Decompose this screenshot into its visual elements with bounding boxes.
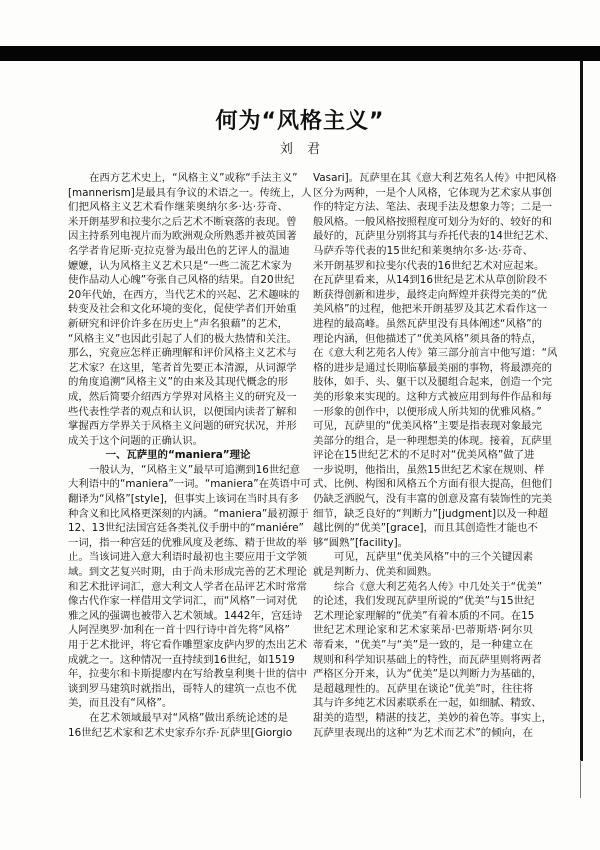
text-line: 嬷嬷，认为风格主义艺术只是“一些二流艺术家为 <box>68 259 292 272</box>
text-line: 翻译为“风格”[style]，但事实上该词在当时具有多 <box>68 493 299 506</box>
text-line: 20年代始，在西方，当代艺术的兴起、艺术趣味的 <box>68 288 300 301</box>
text-line: [mannerism]是最具有争议的术语之一。传统上，人 <box>68 186 312 199</box>
text-line: 就是判断力、优美和圆熟。 <box>313 566 438 579</box>
text-line: 那么，究竟应怎样正确理解和评价风格主义艺术与 <box>68 347 297 360</box>
text-line: 米开朗基罗和拉斐尔代表的16世纪艺术对应起来。 <box>313 259 545 272</box>
text-line: 成就之一。这种情况一直持续到16世纪，如1519 <box>68 653 295 666</box>
text-line: 在《意大利艺苑名人传》第三部分前言中他写道：“风 <box>313 347 558 360</box>
text-line: 一形象的创作中，以便形成人所共知的优雅风格。” <box>313 405 542 418</box>
text-line: 美，而且没有“风格”。 <box>68 697 173 710</box>
text-line: Vasari]。瓦萨里在其《意大利艺苑名人传》中把风格 <box>313 172 557 184</box>
left-text-column <box>68 171 312 740</box>
text-line: 因主持系列电视片而为欧洲观众所熟悉并被英国著 <box>68 230 297 243</box>
text-line: 12、13世纪法国宫廷各类礼仪手册中的“maniére” <box>68 522 304 535</box>
text-line: “风格主义”也因此引起了人们的极大热情和关注。 <box>68 332 297 345</box>
article-title: 何为“风格主义” <box>215 109 385 134</box>
text-line: 进程的最高峰。虽然瓦萨里没有具体阐述“风格”的 <box>313 317 542 330</box>
text-line: 们把风格主义艺术看作继莱奥纳尔多·达·芬奇、 <box>68 201 288 214</box>
text-line: 作的特定方法、笔法、表现手法及想象力等；二是一 <box>313 201 552 214</box>
article-author: 刘 君 <box>279 142 321 157</box>
text-line: 美部分的组合，是一种理想美的体现。接着，瓦萨里 <box>313 434 552 447</box>
text-line: 在艺术领域最早对“风格”做出系统论述的是 <box>89 711 288 724</box>
text-line: 细节，缺乏良好的“判断力”[judgment]以及一种超 <box>313 507 548 520</box>
text-line: 使作品动人心魄”夸张自己风格的结果。自20世纪 <box>68 274 295 287</box>
text-line: 最好的，瓦萨里分别将其与乔托代表的14世纪艺术、 <box>313 230 555 243</box>
text-line: 用于艺术批评，将它看作雕塑家皮萨内罗的杰出艺术 <box>68 639 307 651</box>
text-line: 美风格”的过程，他把米开朗基罗及其艺术看作这一 <box>313 303 547 316</box>
text-line: 名学者肯尼斯·克拉克誉为最出色的艺评人的温迪 <box>68 244 290 257</box>
text-line: 是超越理性的。瓦萨里在谈论“优美”时，往往将 <box>313 682 533 695</box>
text-line: 够“圆熟”[facility]。 <box>313 536 409 549</box>
text-line: 在西方艺术史上，“风格主义”或称“手法主义” <box>89 172 298 184</box>
text-line: 世纪艺术理论家和艺术家莱昂·巴蒂斯塔·阿尔贝 <box>313 624 533 637</box>
text-line: 其与许多纯艺术因素联系在一起，如细腻、精致、 <box>313 697 542 710</box>
text-line: 美的形象来实现的。这种方式被应用到每件作品和每 <box>313 390 552 403</box>
text-line: 式、比例、构图和风格五个方面有很大提高，但他们 <box>313 478 552 491</box>
text-line: 雅之风的强调也被带入艺术领域。1442年，宫廷诗 <box>68 609 303 622</box>
text-line: 瓦萨里表现出的这种“为艺术而艺术”的倾向，在 <box>313 726 533 739</box>
text-line: 16世纪艺术家和艺术史家乔尔乔·瓦萨里[Giorgio <box>68 726 293 739</box>
text-line: 一步说明，他指出，虽然15世纪艺术家在规则、样 <box>313 463 545 476</box>
text-line: 一词，指一种宫廷的优雅风度及老练、精于世故的举 <box>68 536 307 549</box>
text-line: 蒂看来，“优美”与“美”是一致的，是一种建立在 <box>313 639 533 651</box>
text-line: 严格区分开来，认为“优美”是以判断力为基础的， <box>313 668 542 681</box>
scan-top-black-bar <box>0 46 600 61</box>
text-line: 成，然后简要介绍西方学界对风格主义的研究及一 <box>68 390 297 403</box>
text-line: 像古代作家一样借用文学词汇，而“风格”一词对优 <box>68 595 297 608</box>
text-line: 艺术家？在这里，笔者首先要正本清源，从词源学 <box>68 361 297 374</box>
text-line: 断获得创新和进步，最终走向辉煌并获得完美的“优 <box>313 288 547 301</box>
text-line: 区分为两种，一是个人风格，它体现为艺术家从事创 <box>313 186 552 199</box>
text-line: 甜美的造型，精湛的技艺，美妙的着色等。事实上， <box>313 711 552 724</box>
scan-page-edge-shadow <box>580 61 583 761</box>
text-line: 可见，瓦萨里的“优美风格”主要是指表现对象最完 <box>313 420 542 433</box>
text-line: 和艺术批评词汇，意大利文人学者在品评艺术时常常 <box>68 580 307 593</box>
text-line: 规则和科学知识基础上的特性，而瓦萨里则将两者 <box>313 653 542 666</box>
text-line: 格的进步是通过长期临摹最美丽的事物，将最漂亮的 <box>313 361 552 374</box>
text-line: 在瓦萨里看来，从14到16世纪是艺术从草创阶段不 <box>313 274 548 287</box>
text-line: 仍缺乏洒脱气，没有丰富的创意及富有装饰性的完美 <box>313 493 552 506</box>
text-line: 般风格。一般风格按照程度可划分为好的、较好的和 <box>313 215 552 228</box>
text-line: 马萨乔等代表的15世纪和莱奥纳尔多·达·芬奇、 <box>313 244 533 257</box>
text-line: 越比例的“优美”[grace]，而且其创造性才能也不 <box>313 522 538 535</box>
text-line: 成关于这个问题的正确认识。 <box>68 434 204 447</box>
text-line: 米开朗基罗和拉斐尔之后艺术不断衰落的表现。曾 <box>68 215 297 228</box>
text-line: 止。当该词进入意大利语时最初也主要应用于文学领 <box>68 551 307 564</box>
text-line: 评论在15世纪艺术的不足时对“优美风格”做了进 <box>313 449 535 462</box>
text-line: 综合《意大利艺苑名人传》中几处关于“优美” <box>334 580 543 593</box>
text-line: 大利语中的“maniera”一词。“maniera”在英语中可 <box>68 478 311 491</box>
text-line: 域。到文艺复兴时期，由于尚未形成完善的艺术理论 <box>68 566 307 579</box>
text-line: 可见，瓦萨里“优美风格”中的三个关键因素 <box>334 551 533 564</box>
text-line: 些代表性学者的观点和认识，以便国内读者了解和 <box>68 405 297 418</box>
text-line: 种含义和比风格更深刻的内涵。“maniera”最初源于 <box>68 507 309 520</box>
text-line: 理论内涵，但他描述了“优美风格”须具备的特点， <box>313 332 542 345</box>
section-heading: 一、瓦萨里的“maniera”理论 <box>105 449 251 462</box>
text-line: 年，拉斐尔和卡斯提廖内在写给教皇利奥十世的信中 <box>68 668 307 681</box>
text-line: 艺术理论家理解的“优美”有着本质的不同。在15 <box>313 609 535 622</box>
text-line: 的角度追溯“风格主义”的由来及其现代概念的形 <box>68 376 288 389</box>
text-line: 新研究和评价许多在历史上“声名狼藉”的艺术， <box>68 317 288 330</box>
scan-page-edge-tail <box>580 760 581 798</box>
right-text-column <box>313 171 558 740</box>
text-line: 掌握西方学界关于风格主义问题的研究状况，并形 <box>68 420 297 433</box>
text-line: 一般认为，“风格主义”最早可追溯到16世纪意 <box>89 463 301 476</box>
text-line: 人阿涅奥罗·加利在一首十四行诗中首先将“风格” <box>68 624 290 637</box>
text-line: 肢体，如手、头、躯干以及腿组合起来，创造一个完 <box>313 376 552 389</box>
text-line: 的论述，我们发现瓦萨里所说的“优美”与15世纪 <box>313 595 535 608</box>
text-line: 谈到罗马建筑时就指出，哥特人的建筑一点也不优 <box>68 682 297 695</box>
text-line: 转变及社会和文化环境的变化，促使学者们开始重 <box>68 303 297 316</box>
